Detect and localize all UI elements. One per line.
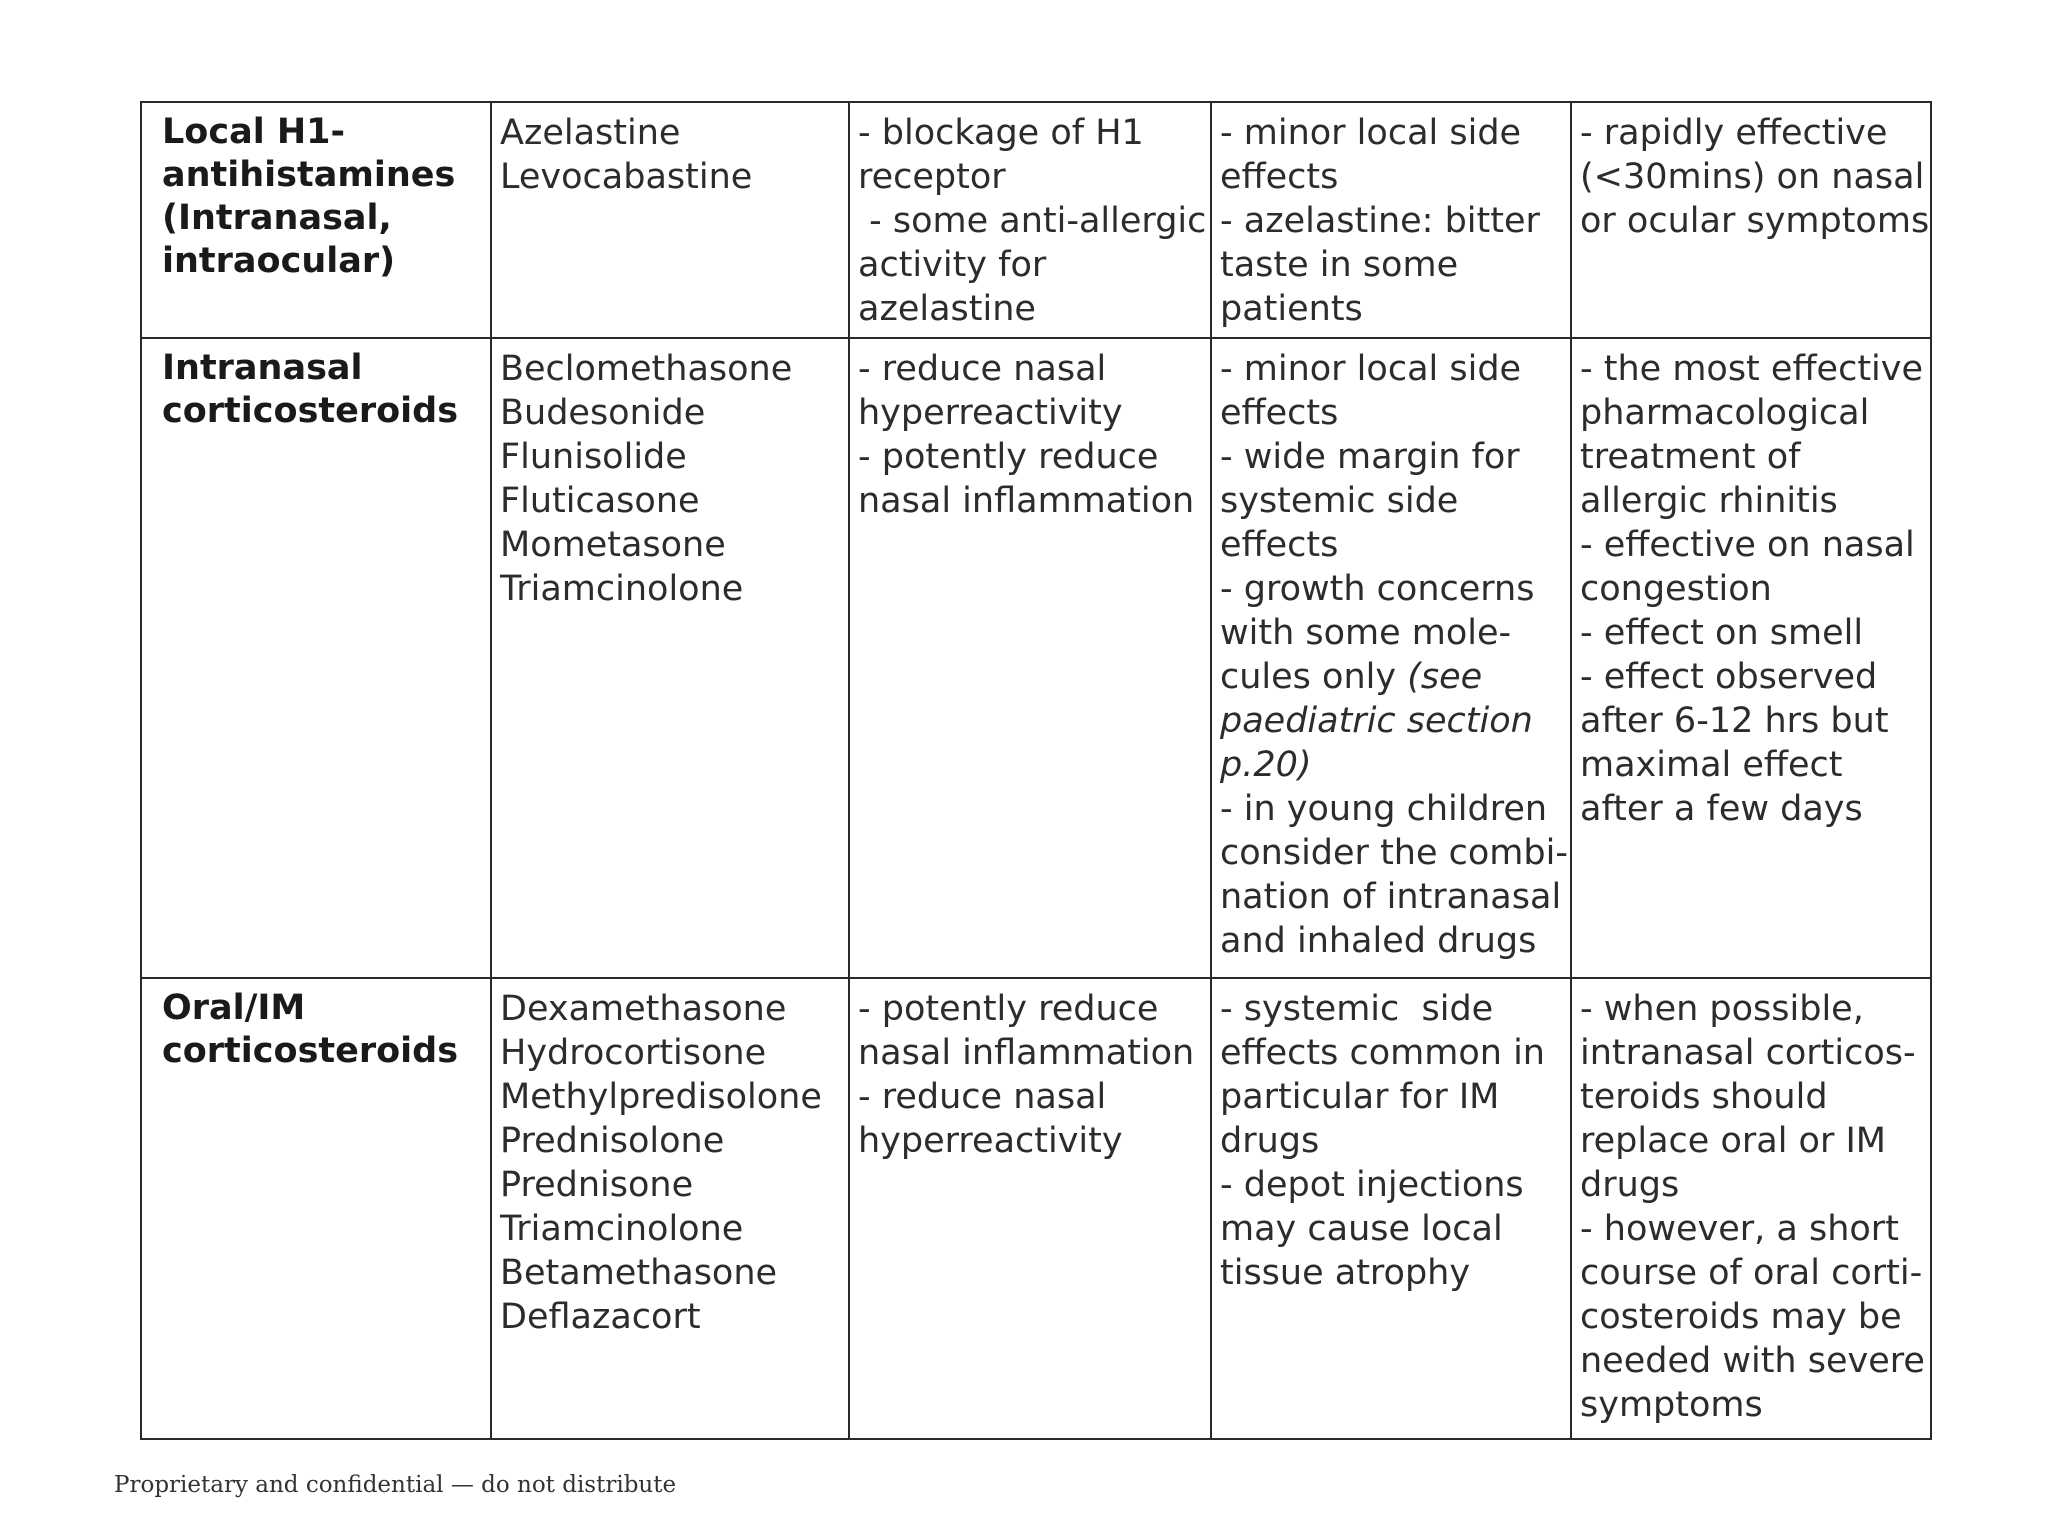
- mechanism-cell: - blockage of H1 receptor - some anti-allergic activity for azelastine: [849, 102, 1211, 338]
- comments-cell: - when possible, intranasal corticos- teroids should replace oral or IM drugs - however, a short course of oral corti- costeroids may be needed with severe symptoms: [1571, 978, 1931, 1439]
- drug-class-cell: Local H1- antihistamines (Intranasal, intraocular): [141, 102, 491, 338]
- drugs-cell: Azelastine Levocabastine: [491, 102, 849, 338]
- drugs-cell: Dexamethasone Hydrocortisone Methylpredisolone Prednisolone Prednisone Triamcinolone Betamethasone Deflazacort: [491, 978, 849, 1439]
- comments-cell: - the most effective pharmacological treatment of allergic rhinitis - effective on nasal congestion - effect on smell - effect observed after 6-12 hrs but maximal effect after a few days: [1571, 338, 1931, 978]
- mechanism-cell: - reduce nasal hyperreactivity - potently reduce nasal inflammation: [849, 338, 1211, 978]
- table-row: [141, 978, 1931, 1439]
- side-effects-cell: - minor local side effects - azelastine: bitter taste in some patients: [1211, 102, 1571, 338]
- side-effects-cell: - minor local side effects - wide margin for systemic side effects - growth concerns with some mole- cules only (see paediatric section p.20) - in young children consider the combi- nation of intranasal and inhaled drugs: [1211, 338, 1571, 978]
- comments-cell: - rapidly effective (<30mins) on nasal or ocular symptoms: [1571, 102, 1931, 338]
- side-effects-line-with-reference: cules only (see: [1220, 657, 1483, 697]
- drug-class-cell: Oral/IM corticosteroids: [141, 978, 491, 1439]
- drug-treatment-table: [140, 101, 1932, 1440]
- table-row: [141, 338, 1931, 978]
- table-row: [141, 102, 1931, 338]
- drugs-cell: Beclomethasone Budesonide Flunisolide Fluticasone Mometasone Triamcinolone: [491, 338, 849, 978]
- side-effects-cell: - systemic side effects common in particular for IM drugs - depot injections may cause local tissue atrophy: [1211, 978, 1571, 1439]
- confidentiality-footer: Proprietary and confidential — do not distribute: [114, 1472, 677, 1498]
- mechanism-cell: - potently reduce nasal inflammation - reduce nasal hyperreactivity: [849, 978, 1211, 1439]
- drug-class-cell: Intranasal corticosteroids: [141, 338, 491, 978]
